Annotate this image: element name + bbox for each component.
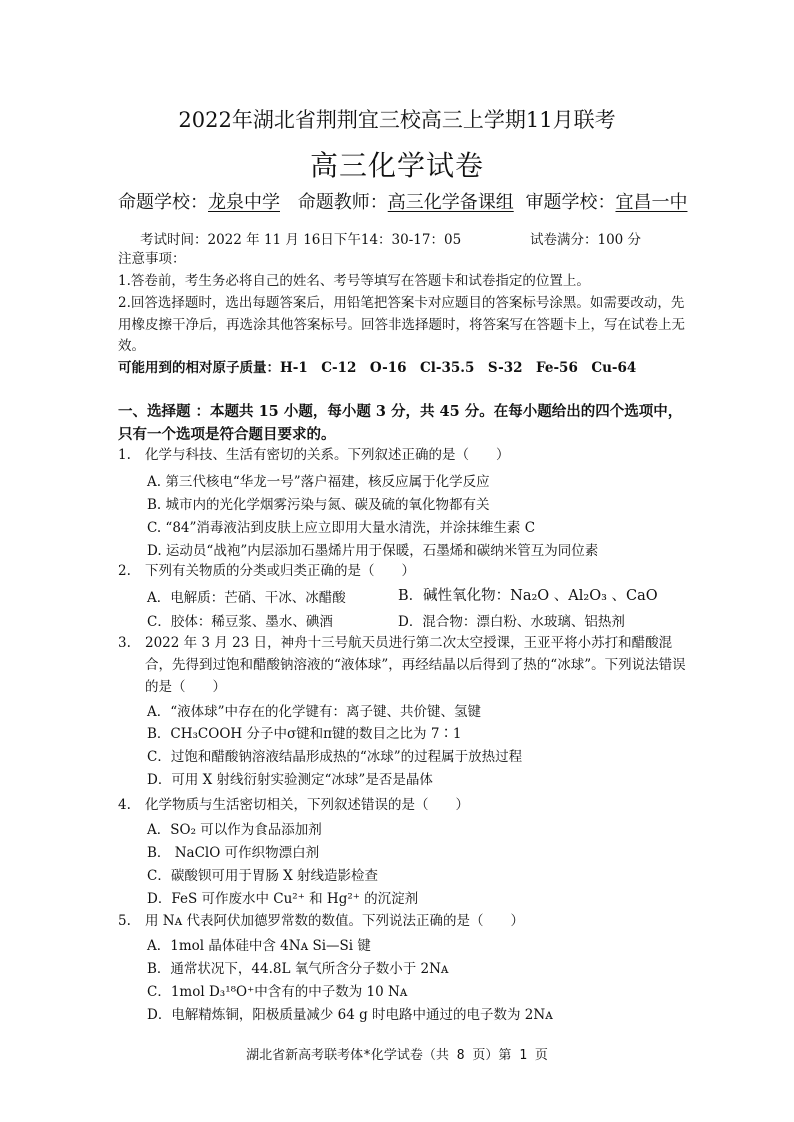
- reviewer-school: 宜昌一中: [615, 192, 688, 213]
- question-1-stem: [118, 444, 693, 466]
- q5-option-a: A．1mol 晶体硅中含 4Nᴀ Si—Si 键: [147, 938, 371, 954]
- q3-option-d: D．可用 X 射线衍射实验测定“冰球”是否是晶体: [147, 772, 433, 788]
- full-score: 试卷满分：100 分: [530, 232, 642, 248]
- q4-option-b: B． NaClO 可作织物漂白剂: [147, 845, 320, 861]
- exam-time: 考试时间：2022 年 11 月 16日下午14：30-17：05: [140, 232, 462, 248]
- question-number: 4.: [118, 797, 131, 813]
- q5-option-c: C．1mol D₃¹⁸O⁺中含有的中子数为 10 Nᴀ: [147, 984, 408, 1000]
- question-2-stem: [118, 560, 693, 582]
- setter-school: 龙泉中学: [208, 192, 280, 213]
- setter-teacher-label: 命题教师：: [297, 192, 388, 213]
- question-text: 用 Nᴀ 代表阿伏加德罗常数的数值。下列说法正确的是（ ）: [145, 913, 525, 929]
- exam-info: [140, 228, 700, 248]
- q1-option-b: B. 城市内的光化学烟雾污染与氮、碳及硫的氧化物都有关: [147, 497, 490, 513]
- question-text: 下列有关物质的分类或归类正确的是（ ）: [145, 563, 415, 579]
- setter-teacher: 高三化学备课组: [387, 192, 514, 213]
- q3-option-a: A．“液体球”中存在的化学键有：离子键、共价键、氢键: [147, 704, 482, 720]
- question-number: 5.: [118, 913, 131, 929]
- setter-school-label: 命题学校：: [118, 192, 208, 213]
- q1-option-d: D. 运动员“战袍”内层添加石墨烯片用于保暖，石墨烯和碳纳米管互为同位素: [147, 543, 599, 559]
- q4-option-c: C．碳酸钡可用于胃肠 X 射线造影检查: [147, 868, 379, 884]
- q1-option-a: A. 第三代核电“华龙一号”落户福建，核反应属于化学反应: [147, 474, 490, 490]
- q4-option-a: A．SO₂ 可以作为食品添加剂: [147, 822, 322, 838]
- question-text: 化学与科技、生活有密切的关系。下列叙述正确的是（ ）: [145, 447, 510, 463]
- q5-option-d: D．电解精炼铜，阳极质量减少 64 g 时电路中通过的电子数为 2Nᴀ: [147, 1007, 553, 1023]
- notes-heading: 注意事项：: [118, 251, 186, 267]
- reviewer-school-label: 审题学校：: [525, 192, 616, 213]
- q1-option-c: C. “84”消毒液沾到皮肤上应立即用大量水清洗，并涂抹维生素 C: [147, 520, 536, 536]
- q3-option-c: C．过饱和醋酸钠溶液结晶形成热的“冰球”的过程属于放热过程: [147, 749, 523, 765]
- q2-option-c: C．胶体：稀豆浆、墨水、碘酒: [147, 614, 333, 630]
- q4-option-d: D．FeS 可作废水中 Cu²⁺ 和 Hg²⁺ 的沉淀剂: [147, 891, 419, 907]
- atomic-masses: 可能用到的相对原子质量：H-1 C-12 O-16 Cl-35.5 S-32 Fe-56 Cu-64: [118, 360, 637, 376]
- question-number: 3.: [118, 635, 131, 651]
- question-text: 化学物质与生活密切相关，下列叙述错误的是（ ）: [145, 797, 469, 813]
- q2-option-b: B．碱性氧化物：Na₂O 、Al₂O₃ 、CaO: [398, 588, 658, 604]
- q2-option-a: A．电解质：芒硝、干冰、冰醋酸: [147, 590, 346, 606]
- page-footer: 湖北省新高考联考体*化学试卷（共 8 页）第 1 页: [246, 1048, 548, 1063]
- question-3-stem: 2022 年 3 月 23 日，神舟十三号航天员进行第二次太空授课，王亚平将小苏打和醋酸混合，先得到过饱和醋酸钠溶液的“液体球”，再经结晶以后得到了热的“冰球”。下列说法错误的是（ ）: [145, 635, 686, 695]
- section1-heading: 一、选择题 ：本题共 15 小题，每小题 3 分，共 45 分。在每小题给出的四个选项中，只有一个选项是符合题目要求的。: [118, 403, 683, 443]
- exam-subtitle: 高三化学试卷: [309, 149, 484, 182]
- setter-info-line: [118, 188, 698, 214]
- question-number: 2.: [118, 563, 131, 579]
- q3-option-b: B．CH₃COOH 分子中σ键和π键的数目之比为 7∶1: [147, 726, 462, 742]
- q2-option-d: D．混合物：漂白粉、水玻璃、铝热剂: [398, 614, 625, 630]
- notes-item-1: 1.答卷前，考生务必将自己的姓名、考号等填写在答题卡和试卷指定的位置上。: [118, 273, 590, 289]
- q5-option-b: B．通常状况下，44.8L 氧气所含分子数小于 2Nᴀ: [147, 961, 449, 977]
- question-4-stem: [118, 794, 693, 816]
- question-5-stem: [118, 910, 693, 932]
- question-number: 1.: [118, 447, 131, 463]
- notes-item-2: 2.回答选择题时，选出每题答案后，用铅笔把答案卡对应题目的答案标号涂黑。如需要改动，先用橡皮擦干净后，再选涂其他答案标号。回答非选择题时，将答案写在答题卡上，写在试卷上无效。: [118, 295, 685, 354]
- exam-title: 2022年湖北省荆荆宜三校高三上学期11月联考: [178, 108, 616, 132]
